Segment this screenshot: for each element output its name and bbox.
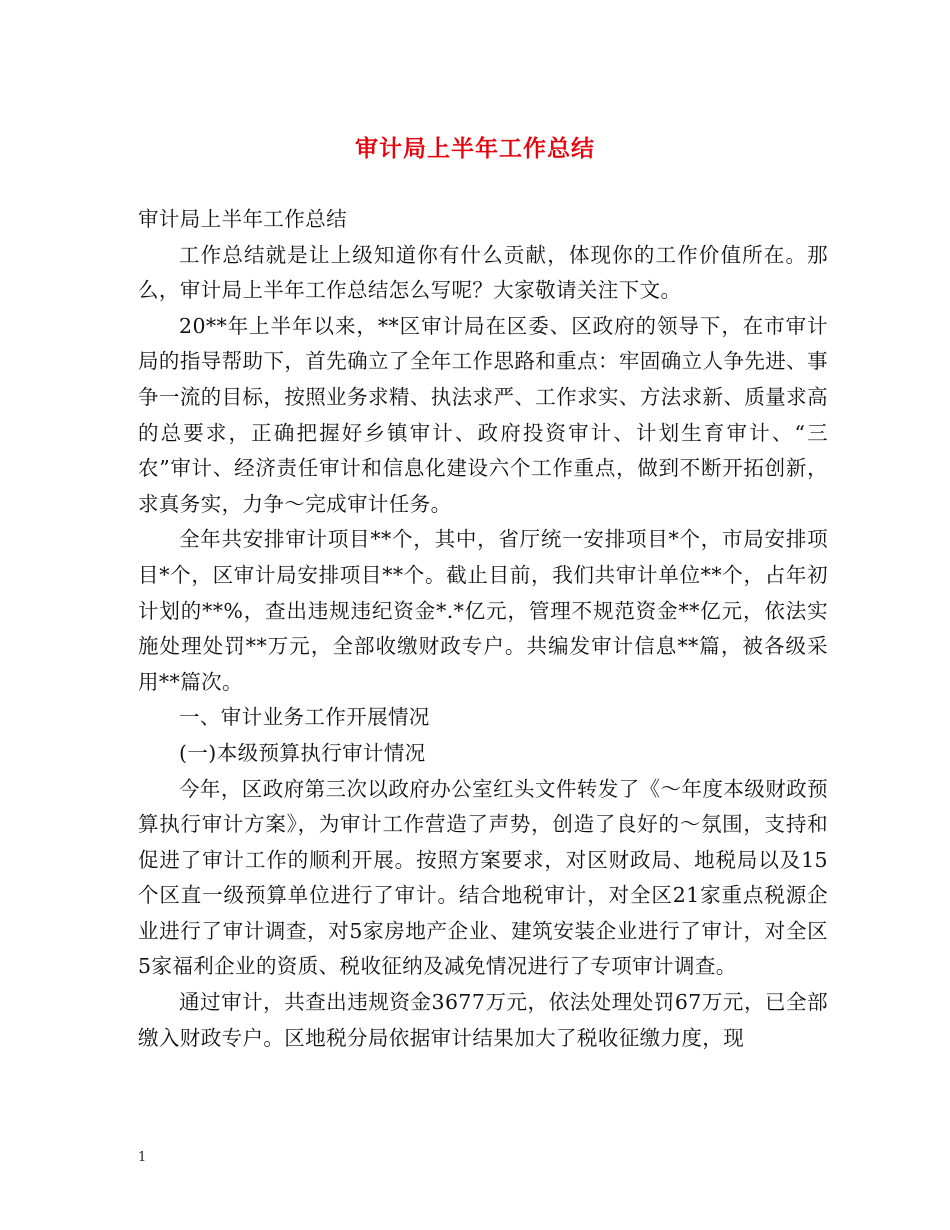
- paragraph-subtitle: 审计局上半年工作总结: [138, 207, 347, 231]
- paragraph-overview: 20**年上半年以来，**区审计局在区委、区政府的领导下，在市审计局的指导帮助下，首先确立了全年工作思路和重点：牢固确立人争先进、事争一流的目标，按照业务求精、执法求严、工作求实、方法求新、质量求高的总要求，正确把握好乡镇审计、政府投资审计、计划生育审计、“三农”审计、经济责任审计和信息化建设六个工作重点，做到不断开拓创新，求真务实，力争～完成审计任务。: [138, 313, 828, 516]
- page-number: 1: [138, 1150, 147, 1165]
- paragraph-budget-audit: 今年，区政府第三次以政府办公室红头文件转发了《～年度本级财政预算执行审计方案》，为审计工作营造了声势，创造了良好的～氛围，支持和促进了审计工作的顺利开展。按照方案要求，对区财政局、地税局以及15个区直一级预算单位进行了审计。结合地税审计，对全区21家重点税源企业进行了审计调查，对5家房地产企业、建筑安装企业进行了审计，对全区5家福利企业的资质、税收征纳及减免情况进行了专项审计调查。: [138, 776, 828, 979]
- paragraph-audit-results: 通过审计，共查出违规资金3677万元，依法处理处罚67万元，已全部缴入财政专户。区地税分局依据审计结果加大了税收征缴力度，现: [138, 990, 828, 1050]
- section-heading-1: 一、审计业务工作开展情况: [179, 705, 430, 730]
- document-body: [138, 202, 828, 1056]
- paragraph-statistics: 全年共安排审计项目**个，其中，省厅统一安排项目*个，市局安排项目*个，区审计局安排项目**个。截止目前，我们共审计单位**个，占年初计划的**%，查出违规违纪资金*.*亿元，管理不规范资金**亿元，依法实施处理处罚**万元，全部收缴财政专户。共编发审计信息**篇，被各级采用**篇次。: [138, 527, 828, 694]
- paragraph-intro: 工作总结就是让上级知道你有什么贡献，体现你的工作价值所在。那么，审计局上半年工作总结怎么写呢？大家敬请关注下文。: [138, 242, 828, 303]
- subsection-heading-1: (一)本级预算执行审计情况: [179, 740, 426, 765]
- document-title: 审计局上半年工作总结: [355, 135, 595, 162]
